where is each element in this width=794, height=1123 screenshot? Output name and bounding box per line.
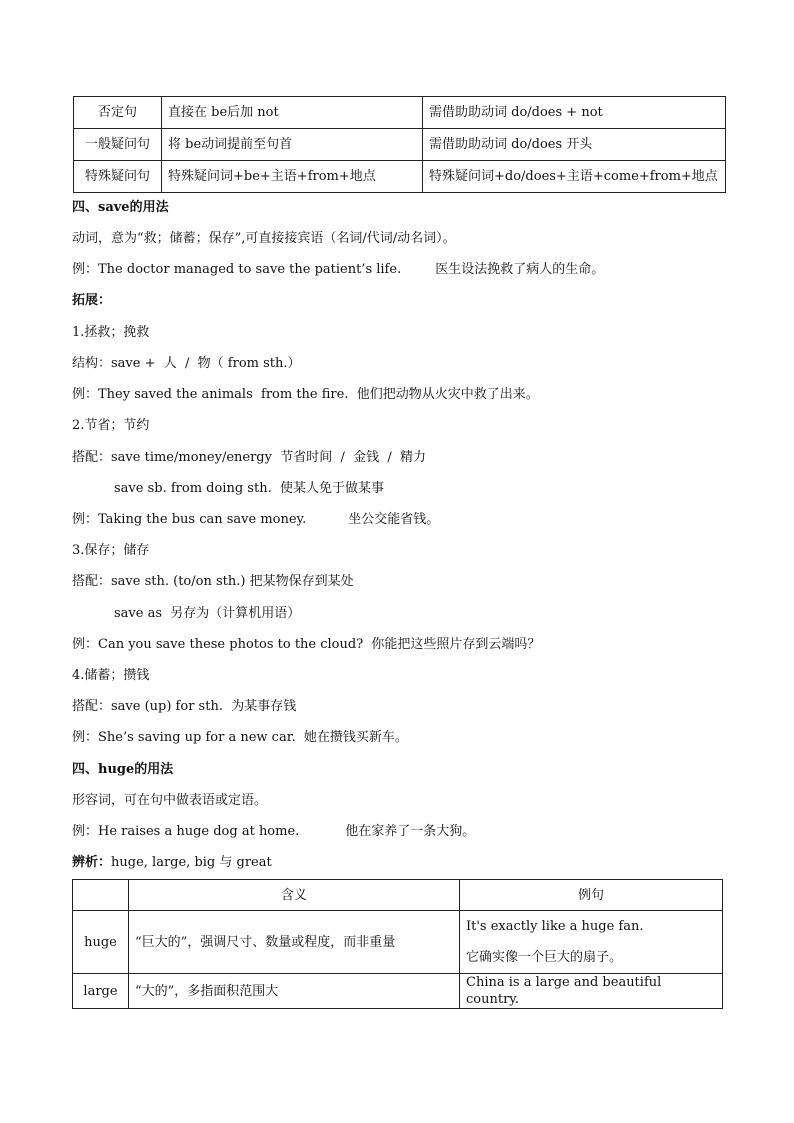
table-cell: China is a large and beautiful country. — [460, 974, 723, 1009]
table-cell: large — [73, 974, 129, 1009]
sense-1-structure: 结构：save + 人 / 物（ from sth.） — [72, 356, 301, 371]
sense-4-title: 4.储蓄；攒钱 — [72, 668, 150, 683]
table-cell: huge — [73, 911, 129, 974]
table-cell: “大的”，多指面积范围大 — [129, 974, 460, 1009]
table-header-cell: 例句 — [460, 880, 723, 911]
compare-line — [72, 854, 272, 872]
compare-text: huge, large, big 与 great — [111, 855, 272, 870]
table-cell: 需借助助动词 do/does 开头 — [423, 129, 726, 161]
save-definition: 动词，意为“救；储蓄；保存”,可直接接宾语（名词/代词/动名词）。 — [72, 231, 456, 246]
table-cell: 特殊疑问句 — [74, 161, 162, 193]
compare-label: 辨析： — [72, 855, 112, 870]
table-cell: 否定句 — [74, 97, 162, 129]
huge-example — [72, 823, 475, 841]
table-row — [74, 129, 726, 161]
huge-definition: 形容词，可在句中做表语或定语。 — [72, 793, 268, 808]
table-cell: 一般疑问句 — [74, 129, 162, 161]
sense-2-example — [72, 511, 439, 529]
example-english: 例：The doctor managed to save the patient’s life. — [72, 262, 402, 277]
table-header-row — [73, 880, 723, 911]
sense-1-title: 1.拯救；挽救 — [72, 325, 150, 340]
section-heading-huge: 四、huge的用法 — [72, 762, 174, 777]
sense-3-collocation-2: save as 另存为（计算机用语） — [114, 606, 301, 621]
sense-3-title: 3.保存；储存 — [72, 543, 150, 558]
example-chinese: 他在家养了一条大狗。 — [345, 824, 476, 839]
table-row — [73, 911, 723, 974]
sense-3-collocation-1: 搭配：save sth. (to/on sth.) 把某物保存到某处 — [72, 574, 354, 589]
sense-2-collocation-1: 搭配：save time/money/energy 节省时间 / 金钱 / 精力 — [72, 450, 427, 465]
sense-1-example: 例：They saved the animals from the fire. 他们把动物从火灾中救了出来。 — [72, 387, 539, 402]
example-chinese: 它确实像一个巨大的扇子。 — [466, 950, 623, 965]
table-cell: 需借助助动词 do/does + not — [423, 97, 726, 129]
save-example — [72, 261, 604, 279]
example-chinese: 医生设法挽救了病人的生命。 — [435, 262, 605, 277]
section-heading-save: 四、save的用法 — [72, 200, 169, 215]
example-english: 例：Taking the bus can save money. — [72, 512, 307, 527]
table-cell: “巨大的”，强调尺寸、数量或程度，而非重量 — [129, 911, 460, 974]
example-english: 例：He raises a huge dog at home. — [72, 824, 300, 839]
table-header-cell — [73, 880, 129, 911]
sense-4-collocation: 搭配：save (up) for sth. 为某事存钱 — [72, 699, 297, 714]
table-cell: 特殊疑问词+do/does+主语+come+from+地点 — [423, 161, 726, 193]
example-chinese: 坐公交能省钱。 — [348, 512, 440, 527]
sentence-types-table — [73, 96, 726, 193]
sense-4-example: 例：She’s saving up for a new car. 她在攒钱买新车。 — [72, 730, 408, 745]
expand-label: 拓展： — [72, 293, 112, 308]
sense-2-title: 2.节省；节约 — [72, 418, 150, 433]
table-cell: 直接在 be后加 not — [162, 97, 423, 129]
sense-2-collocation-2: save sb. from doing sth. 使某人免于做某事 — [114, 481, 384, 496]
table-cell: 特殊疑问词+be+主语+from+地点 — [162, 161, 423, 193]
example-english: It's exactly like a huge fan. — [466, 919, 644, 934]
table-cell: 将 be动词提前至句首 — [162, 129, 423, 161]
table-cell — [460, 911, 723, 974]
table-row — [74, 161, 726, 193]
table-row — [74, 97, 726, 129]
table-header-cell: 含义 — [129, 880, 460, 911]
sense-3-example: 例：Can you save these photos to the cloud? 你能把这些照片存到云端吗？ — [72, 637, 541, 652]
table-row — [73, 974, 723, 1009]
word-comparison-table — [72, 879, 723, 1009]
